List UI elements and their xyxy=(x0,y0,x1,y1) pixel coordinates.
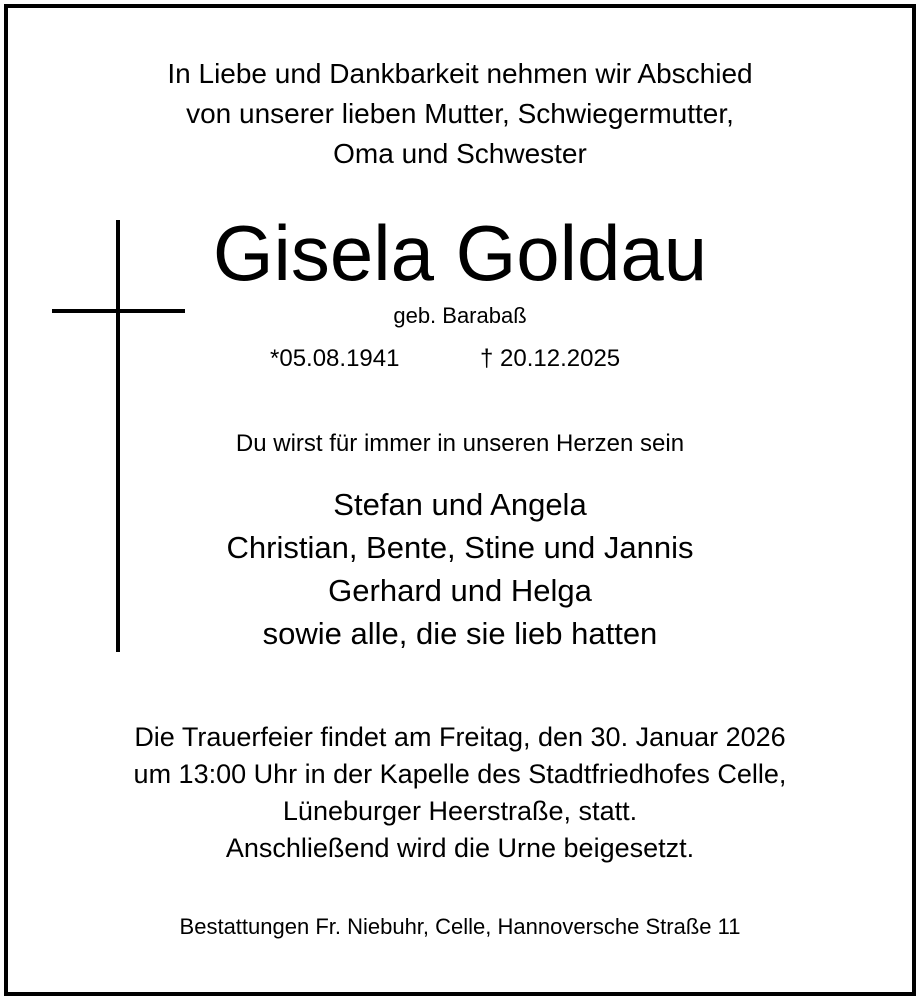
intro-line-1: In Liebe und Dankbarkeit nehmen wir Abschied xyxy=(167,58,753,89)
deceased-name: Gisela Goldau xyxy=(212,209,708,297)
mourner-line-4: sowie alle, die sie lieb hatten xyxy=(262,616,658,651)
ceremony-line-2: um 13:00 Uhr in der Kapelle des Stadtfriedhofes Celle, xyxy=(133,759,787,789)
mourner-line-1: Stefan und Angela xyxy=(333,487,587,522)
death-date: † 20.12.2025 xyxy=(480,345,621,372)
intro-line-3: Oma und Schwester xyxy=(333,138,587,169)
mourner-line-3: Gerhard und Helga xyxy=(328,573,592,608)
mourner-line-2: Christian, Bente, Stine und Jannis xyxy=(226,530,694,565)
birth-date: *05.08.1941 xyxy=(270,345,400,372)
ceremony-line-1: Die Trauerfeier findet am Freitag, den 30. Januar 2026 xyxy=(134,722,786,752)
undertaker-info: Bestattungen Fr. Niebuhr, Celle, Hannoversche Straße 11 xyxy=(179,914,741,939)
motto: Du wirst für immer in unseren Herzen sein xyxy=(235,430,685,457)
intro-line-2: von unserer lieben Mutter, Schwiegermutter, xyxy=(186,98,734,129)
birth-name: geb. Barabaß xyxy=(393,303,527,328)
ceremony-line-4: Anschließend wird die Urne beigesetzt. xyxy=(225,833,695,863)
ceremony-line-3: Lüneburger Heerstraße, statt. xyxy=(282,796,638,826)
